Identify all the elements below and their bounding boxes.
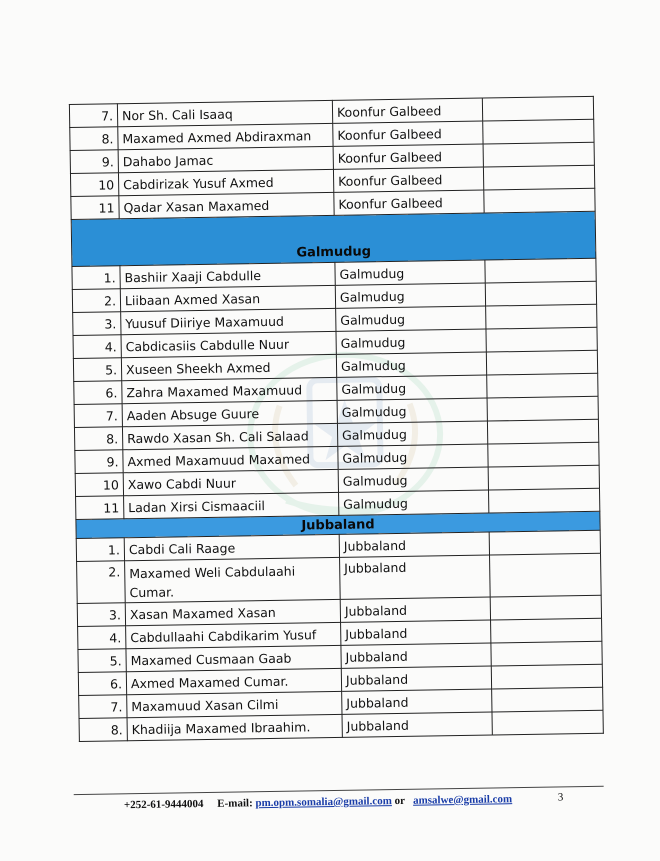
empty-cell [483, 119, 594, 144]
member-region: Jubbaland [341, 666, 491, 691]
empty-cell [490, 595, 601, 620]
member-region: Galmudug [338, 444, 488, 469]
member-name: Yuusuf Diiriye Maxamuud [121, 308, 336, 334]
empty-cell [488, 465, 599, 490]
member-region: Jubbaland [340, 555, 491, 599]
member-name: Xawo Cabdi Nuur [123, 469, 338, 495]
empty-cell [486, 304, 597, 329]
row-number: 9. [70, 150, 118, 174]
row-number: 7. [79, 695, 127, 719]
member-name: Cabdi Cali Raage [124, 534, 339, 560]
row-number: 10 [75, 473, 123, 497]
member-name: Bashiir Xaaji Cabdulle [120, 262, 335, 288]
member-name: Axmed Maxamed Cumar. [126, 668, 341, 694]
footer-or: or [394, 794, 405, 808]
empty-cell [491, 664, 602, 689]
empty-cell [485, 281, 596, 306]
member-region: Galmudug [337, 398, 487, 423]
member-name: Axmed Maxamuud Maxamed [123, 446, 338, 472]
row-number: 11 [76, 496, 124, 520]
empty-cell [492, 710, 603, 735]
footer-contact [124, 793, 512, 811]
row-number: 3. [73, 312, 121, 336]
member-name: Maxamed Weli Cabdulaahi Cumar. [125, 557, 341, 602]
empty-cell [490, 553, 602, 597]
member-region: Galmudug [335, 283, 485, 308]
member-name: Khadiija Maxamed Ibraahim. [127, 714, 342, 740]
row-number: 1. [76, 538, 124, 562]
member-region: Galmudug [335, 260, 485, 285]
member-region: Galmudug [339, 490, 489, 515]
empty-cell [486, 327, 597, 352]
row-number: 9. [75, 450, 123, 474]
row-number: 1. [72, 266, 120, 290]
row-number: 2. [72, 289, 120, 313]
empty-cell [487, 396, 598, 421]
member-region: Jubbaland [342, 689, 492, 714]
footer-email-label: E-mail: [217, 797, 253, 810]
row-number: 11 [71, 196, 119, 220]
member-name: Xuseen Sheekh Axmed [121, 354, 336, 380]
row-number: 8. [70, 127, 118, 151]
member-name: Qadar Xasan Maxamed [119, 192, 334, 218]
row-number: 7. [74, 404, 122, 428]
member-name: Cabdirizak Yusuf Axmed [118, 169, 333, 195]
empty-cell [483, 142, 594, 167]
member-name: Ladan Xirsi Cismaaciil [124, 492, 339, 518]
member-region: Galmudug [338, 467, 488, 492]
empty-cell [484, 188, 595, 213]
row-number: 6. [74, 381, 122, 405]
section-header-row [71, 211, 596, 266]
row-number: 5. [78, 649, 126, 673]
empty-cell [487, 419, 598, 444]
member-region: Koonfur Galbeed [333, 144, 483, 169]
member-region: Koonfur Galbeed [332, 98, 482, 123]
member-name: Aaden Absuge Guure [122, 400, 337, 426]
empty-cell [491, 618, 602, 643]
row-number: 4. [78, 626, 126, 650]
member-name: Maxamed Axmed Abdiraxman [118, 123, 333, 149]
empty-cell [492, 687, 603, 712]
row-number: 6. [78, 672, 126, 696]
member-region: Jubbaland [340, 597, 490, 622]
row-number: 10 [70, 173, 118, 197]
row-number: 2. [77, 561, 126, 604]
empty-cell [482, 96, 593, 121]
member-name: Cabdullaahi Cabdikarim Yusuf [126, 622, 341, 648]
row-number: 5. [73, 358, 121, 382]
member-region: Galmudug [336, 329, 486, 354]
section-header: Galmudug [71, 211, 596, 266]
member-name: Dahabo Jamac [118, 146, 333, 172]
row-number: 7. [69, 104, 117, 128]
member-name: Rawdo Xasan Sh. Cali Salaad [122, 423, 337, 449]
member-region: Koonfur Galbeed [333, 167, 483, 192]
member-region: Jubbaland [341, 643, 491, 668]
member-name: Maxamuud Xasan Cilmi [127, 691, 342, 717]
empty-cell [489, 530, 600, 555]
members-table [69, 96, 604, 742]
member-name: Liibaan Axmed Xasan [120, 285, 335, 311]
empty-cell [485, 258, 596, 283]
row-number: 4. [73, 335, 121, 359]
member-region: Jubbaland [342, 712, 492, 737]
empty-cell [488, 442, 599, 467]
footer-divider [74, 786, 604, 795]
empty-cell [487, 373, 598, 398]
row-number: 3. [77, 603, 125, 627]
footer-email-secondary[interactable]: amsalwe@gmail.com [412, 793, 513, 807]
member-name: Zahra Maxamed Maxamuud [122, 377, 337, 403]
member-region: Jubbaland [341, 620, 491, 645]
empty-cell [488, 488, 599, 513]
member-region: Koonfur Galbeed [333, 121, 483, 146]
member-region: Galmudug [337, 375, 487, 400]
member-region: Koonfur Galbeed [334, 190, 484, 215]
member-region: Jubbaland [339, 532, 489, 557]
footer-phone: +252-61-9444004 [123, 798, 204, 812]
member-region: Galmudug [336, 352, 486, 377]
row-number: 8. [74, 427, 122, 451]
row-number: 8. [79, 718, 127, 742]
page-number: 3 [557, 791, 564, 804]
member-name: Xasan Maxamed Xasan [125, 599, 340, 625]
member-region: Galmudug [336, 306, 486, 331]
footer-email-primary[interactable]: pm.opm.somalia@gmail.com [255, 795, 392, 810]
member-name: Maxamed Cusmaan Gaab [126, 645, 341, 671]
section-header: Jubbaland [76, 511, 600, 538]
empty-cell [491, 641, 602, 666]
member-name: Cabdicasiis Cabdulle Nuur [121, 331, 336, 357]
empty-cell [483, 165, 594, 190]
member-region: Galmudug [337, 421, 487, 446]
member-name: Nor Sh. Cali Isaaq [117, 100, 332, 126]
empty-cell [486, 350, 597, 375]
